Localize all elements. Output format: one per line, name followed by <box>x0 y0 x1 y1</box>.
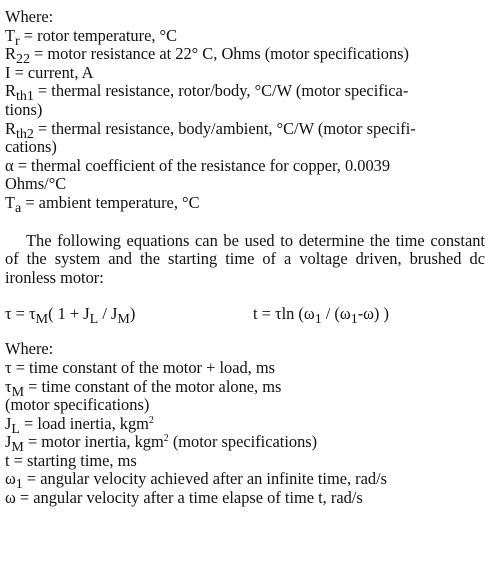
where-label-2: Where: <box>5 339 54 359</box>
def-alpha: α = thermal coefficient of the resistance for copper, 0.0039 <box>5 155 391 175</box>
def-omega: ω = angular velocity after a time elapse of time t, rad/s <box>5 488 363 508</box>
starting-time-equation: t = τln ($\omega_1 / (\omega_1-\omega)$ ) <box>253 304 389 328</box>
def-tau-m-note: (motor specifications) <box>5 395 150 415</box>
def-rotor-temp: $T_r$ = rotor temperature, °C <box>5 25 178 49</box>
def-current: I = current, A <box>5 62 94 82</box>
intro-paragraph: The following equations can be used to determine the time constant of the system and the starting time of a voltage driven, brushed dc ironless motor: <box>5 230 485 287</box>
def-tau: τ = time constant of the motor + load, ms <box>5 357 275 377</box>
time-constant-equation: $\tau = \tau_M$( $1 + J_L / J_M$) <box>5 304 136 328</box>
where-label: Where: <box>5 7 54 26</box>
def-omega-1: $\omega_1$ = angular velocity achieved after an infinite time, rad/s <box>5 469 388 493</box>
def-rth1: $R_{th1}$ = thermal resistance, rotor/body, °C/W (motor specifica- <box>5 81 409 105</box>
def-rth2-cont: cations) <box>5 137 57 157</box>
def-rth1-cont: tions) <box>5 99 43 119</box>
def-starting-time: t = starting time, ms <box>5 450 137 470</box>
def-ambient-temp: $T_a$ = ambient temperature, °C <box>5 192 200 216</box>
def-alpha-cont: Ohms/°C <box>5 174 67 194</box>
def-rth2: $R_{th2}$ = thermal resistance, body/ambient, °C/W (motor specifi- <box>5 118 416 142</box>
def-load-inertia: $J_L$ = load inertia, kgm$^2$ <box>5 413 154 437</box>
def-tau-m: $\tau_M$ = time constant of the motor alone, ms <box>5 376 282 400</box>
def-motor-inertia: $J_M$ = motor inertia, kgm$^2$ (motor specifications) <box>5 432 318 456</box>
equation-row <box>5 304 488 328</box>
def-motor-resistance: $R_{22}$ = motor resistance at 22° C, Ohms (motor specifications) <box>5 44 409 68</box>
